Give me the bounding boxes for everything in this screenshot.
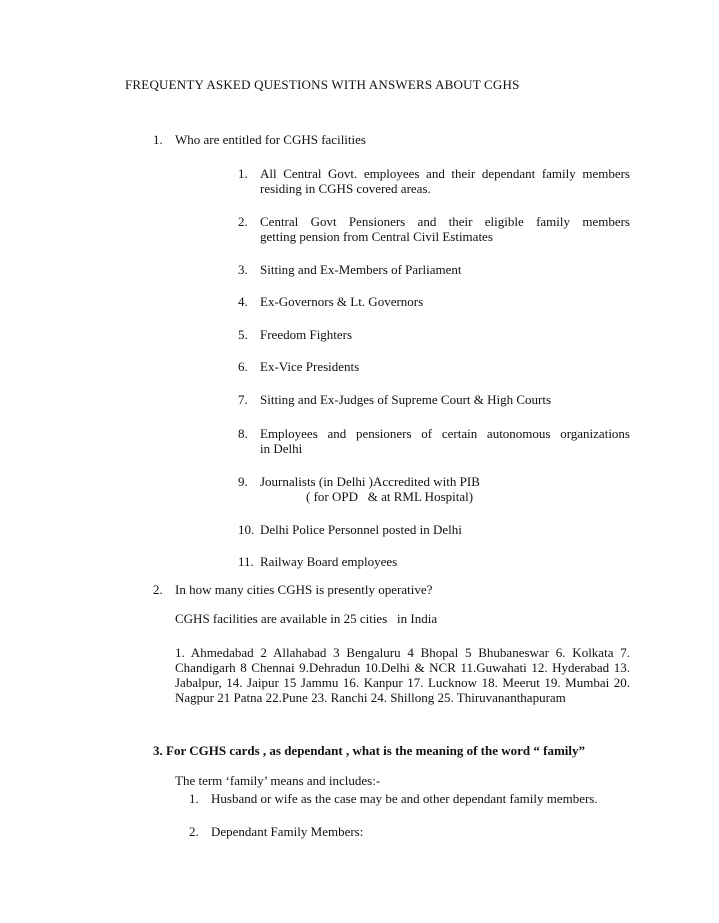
answer-text: CGHS facilities are available in 25 cities in India: [175, 611, 438, 626]
question-3: [153, 743, 585, 759]
list-item-text: Railway Board employees: [260, 554, 398, 569]
list-item-text: Sitting and Ex-Judges of Supreme Court & High Courts: [260, 392, 552, 407]
list-item-text-cont: getting pension from Central Civil Estimates: [260, 229, 493, 244]
list-item-number: 9.: [238, 474, 248, 489]
list-item: [238, 294, 630, 309]
question-number: 3.: [153, 743, 163, 758]
list-item-text: Husband or wife as the case may be and other dependant family members.: [211, 791, 598, 806]
question-text: Who are entitled for CGHS facilities: [175, 132, 366, 147]
list-item: [238, 359, 630, 374]
list-item-number: 7.: [238, 392, 248, 407]
question-1: [153, 132, 366, 148]
question-number: 1.: [153, 132, 163, 147]
list-item-text: Delhi Police Personnel posted in Delhi: [260, 522, 462, 537]
list-item-number: 2.: [189, 824, 199, 839]
list-item-text: Freedom Fighters: [260, 327, 353, 342]
list-item: [238, 327, 630, 342]
list-item-number: 1.: [189, 791, 199, 806]
list-item-text: Dependant Family Members:: [211, 824, 364, 839]
list-item: [238, 392, 630, 407]
list-item-text-cont: in Delhi: [260, 441, 303, 456]
list-item-text: Ex-Governors & Lt. Governors: [260, 294, 424, 309]
list-item: [238, 214, 630, 244]
list-item: [238, 474, 630, 504]
list-item-number: 6.: [238, 359, 248, 374]
list-item-number: 2.: [238, 214, 248, 229]
list-item-text: Journalists (in Delhi )Accredited with PIB: [260, 474, 480, 489]
cities-list: 1. Ahmedabad 2 Allahabad 3 Bengaluru 4 Bhopal 5 Bhubaneswar 6. Kolkata 7. Chandigarh 8 Chennai 9.Dehradun 10.Delhi & NCR 11.Guwahati 12. Hyderabad 13. Jabalpur, 14. Jaipur 15 Jammu 16. Kanpur 17. Lucknow 18. Meerut 19. Mumbai 20. Nagpur 21 Patna 22.Pune 23. Ranchi 24. Shillong 25. Thiruvananthapuram: [175, 645, 630, 705]
question-text: For CGHS cards , as dependant , what is the meaning of the word “ family”: [166, 743, 586, 758]
list-item: [238, 426, 630, 456]
list-item-number: 5.: [238, 327, 248, 342]
list-item-text: Ex-Vice Presidents: [260, 359, 360, 374]
list-item-number: 10.: [238, 522, 255, 537]
list-item-number: 3.: [238, 262, 248, 277]
list-item: [238, 262, 630, 277]
question-2: [153, 582, 432, 598]
definition-intro: The term ‘family’ means and includes:-: [175, 773, 381, 788]
list-item-text: Employees and pensioners of certain autonomous organizations: [260, 426, 630, 441]
list-item: [238, 554, 630, 569]
list-item-text: Sitting and Ex-Members of Parliament: [260, 262, 462, 277]
list-item: [238, 522, 630, 537]
list-item: [238, 166, 630, 196]
question-number: 2.: [153, 582, 163, 597]
list-item-number: 8.: [238, 426, 248, 441]
list-item: [189, 791, 598, 807]
list-item-text: Central Govt Pensioners and their eligible family members: [260, 214, 630, 229]
list-item-number: 1.: [238, 166, 248, 181]
list-item-text: All Central Govt. employees and their dependant family members: [260, 166, 630, 181]
list-item: [189, 824, 363, 840]
question-text: In how many cities CGHS is presently operative?: [175, 582, 433, 597]
list-item-text-cont: ( for OPD & at RML Hospital): [306, 489, 474, 504]
page-title: FREQUENTY ASKED QUESTIONS WITH ANSWERS ABOUT CGHS: [125, 77, 520, 92]
list-item-number: 11.: [238, 554, 254, 569]
list-item-text-cont: residing in CGHS covered areas.: [260, 181, 431, 196]
list-item-number: 4.: [238, 294, 248, 309]
